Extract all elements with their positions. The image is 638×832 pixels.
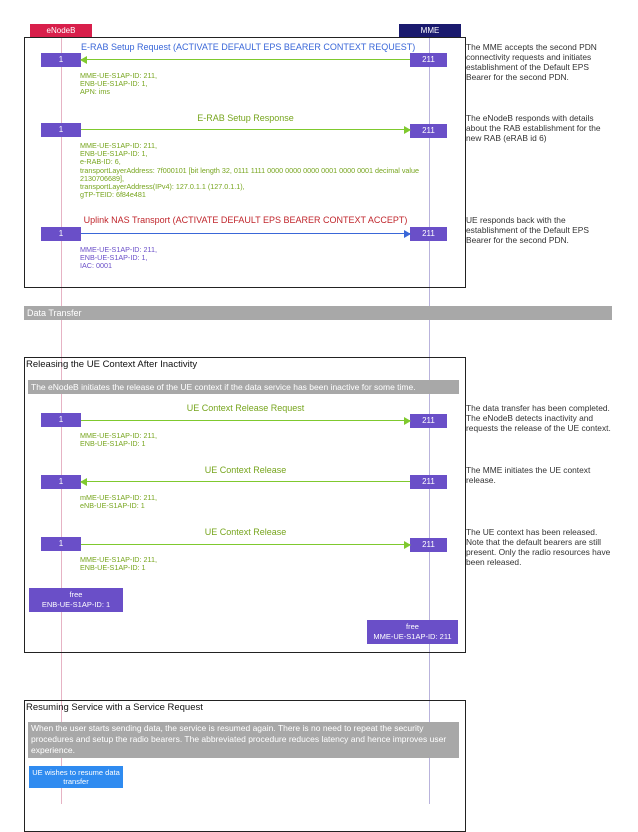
params-erab-setup-response: MME-UE-S1AP-ID: 211, ENB-UE-S1AP-ID: 1, e-RAB-ID: 6, transportLayerAddress: 7f000101 [bit length 32, 0111 1111 0000 0000 0000 0001 0000 0001 decimal value 2130706689], transportLayerAddress(IPv4): 127.0.1.1 (127.0.1.1), gTP-TEID: 6f84e481 bbox=[80, 141, 419, 200]
arrow-ue-context-release-complete bbox=[81, 544, 410, 545]
note-ue-context-release-complete: The UE context has been released. Note that the default bearers are still present. Only the radio resources have been released. bbox=[466, 527, 611, 567]
enodeb-activation: 1 bbox=[41, 227, 81, 241]
mme-activation: 211 bbox=[410, 227, 447, 241]
note-erab-setup-response: The eNodeB responds with details about the RAB establishment for the new RAB (eRAB id 6) bbox=[466, 113, 601, 143]
params-ue-context-release: mME-UE-S1AP-ID: 211, eNB-UE-S1AP-ID: 1 bbox=[80, 493, 157, 511]
message-erab-setup-request: E-RAB Setup Request (ACTIVATE DEFAULT EPS BEARER CONTEXT REQUEST) bbox=[81, 42, 416, 52]
free-mme-id-box bbox=[367, 620, 458, 644]
params-ue-context-release-complete: MME-UE-S1AP-ID: 211, ENB-UE-S1AP-ID: 1 bbox=[80, 555, 157, 573]
section2-title: Releasing the UE Context After Inactivity bbox=[26, 359, 198, 370]
arrowhead-right-icon bbox=[404, 541, 411, 549]
note-ue-context-release-request: The data transfer has been completed. The eNodeB detects inactivity and requests the release of the UE context. bbox=[466, 403, 611, 433]
mme-activation: 211 bbox=[410, 414, 447, 428]
message-uplink-nas-transport: Uplink NAS Transport (ACTIVATE DEFAULT EPS BEARER CONTEXT ACCEPT) bbox=[83, 215, 408, 225]
arrowhead-right-icon bbox=[404, 126, 411, 134]
free-id-label: ENB-UE-S1AP-ID: 1 bbox=[41, 600, 111, 609]
free-label: free bbox=[69, 590, 83, 599]
enodeb-activation: 1 bbox=[41, 537, 81, 551]
mme-activation: 211 bbox=[410, 538, 447, 552]
arrow-ue-context-release-request bbox=[81, 420, 410, 421]
note-uplink-nas-transport: UE responds back with the establishment of the Default EPS Bearer for the second PDN. bbox=[466, 215, 589, 245]
enodeb-activation: 1 bbox=[41, 53, 81, 67]
arrow-ue-context-release bbox=[81, 481, 410, 482]
arrowhead-right-icon bbox=[404, 230, 411, 238]
free-id-label: MME-UE-S1AP-ID: 211 bbox=[373, 632, 452, 641]
arrowhead-left-icon bbox=[80, 478, 87, 486]
message-erab-setup-response: E-RAB Setup Response bbox=[197, 113, 294, 123]
section3-banner: When the user starts sending data, the service is resumed again. There is no need to repeat the security procedures and setup the radio bearers. The abbreviated procedure reduces latency and hence improves user experience. bbox=[28, 722, 459, 758]
params-erab-setup-request: MME-UE-S1AP-ID: 211, ENB-UE-S1AP-ID: 1, APN: ims bbox=[80, 71, 157, 97]
enodeb-activation: 1 bbox=[41, 413, 81, 427]
data-transfer-bar: Data Transfer bbox=[24, 306, 612, 320]
resume-data-transfer-button[interactable]: UE wishes to resume data transfer bbox=[29, 766, 123, 788]
message-ue-context-release-request: UE Context Release Request bbox=[186, 403, 305, 413]
arrow-erab-setup-request bbox=[81, 59, 410, 60]
section2-banner: The eNodeB initiates the release of the UE context if the data service has been inactive for some time. bbox=[28, 380, 459, 394]
mme-activation: 211 bbox=[410, 124, 447, 138]
params-ue-context-release-request: MME-UE-S1AP-ID: 211, ENB-UE-S1AP-ID: 1 bbox=[80, 431, 157, 449]
mme-activation: 211 bbox=[410, 53, 447, 67]
note-ue-context-release: The MME initiates the UE context release. bbox=[466, 465, 591, 485]
message-ue-context-release-complete: UE Context Release bbox=[204, 527, 287, 537]
message-ue-context-release: UE Context Release bbox=[204, 465, 287, 475]
section3-title: Resuming Service with a Service Request bbox=[26, 702, 203, 713]
arrow-uplink-nas-transport bbox=[81, 233, 410, 234]
arrowhead-left-icon bbox=[80, 56, 87, 64]
arrow-erab-setup-response bbox=[81, 129, 410, 130]
mme-activation: 211 bbox=[410, 475, 447, 489]
enodeb-activation: 1 bbox=[41, 475, 81, 489]
free-label: free bbox=[406, 622, 419, 631]
params-uplink-nas-transport: MME-UE-S1AP-ID: 211, ENB-UE-S1AP-ID: 1, IAC: 0001 bbox=[80, 245, 157, 271]
enodeb-activation: 1 bbox=[41, 123, 81, 137]
enodeb-header: eNodeB bbox=[30, 24, 92, 38]
arrowhead-right-icon bbox=[404, 417, 411, 425]
mme-header: MME bbox=[399, 24, 461, 38]
free-enb-id-box bbox=[29, 588, 123, 612]
note-erab-setup-request: The MME accepts the second PDN connectivity requests and initiates establishment of the Default EPS Bearer for the second PDN. bbox=[466, 42, 597, 82]
